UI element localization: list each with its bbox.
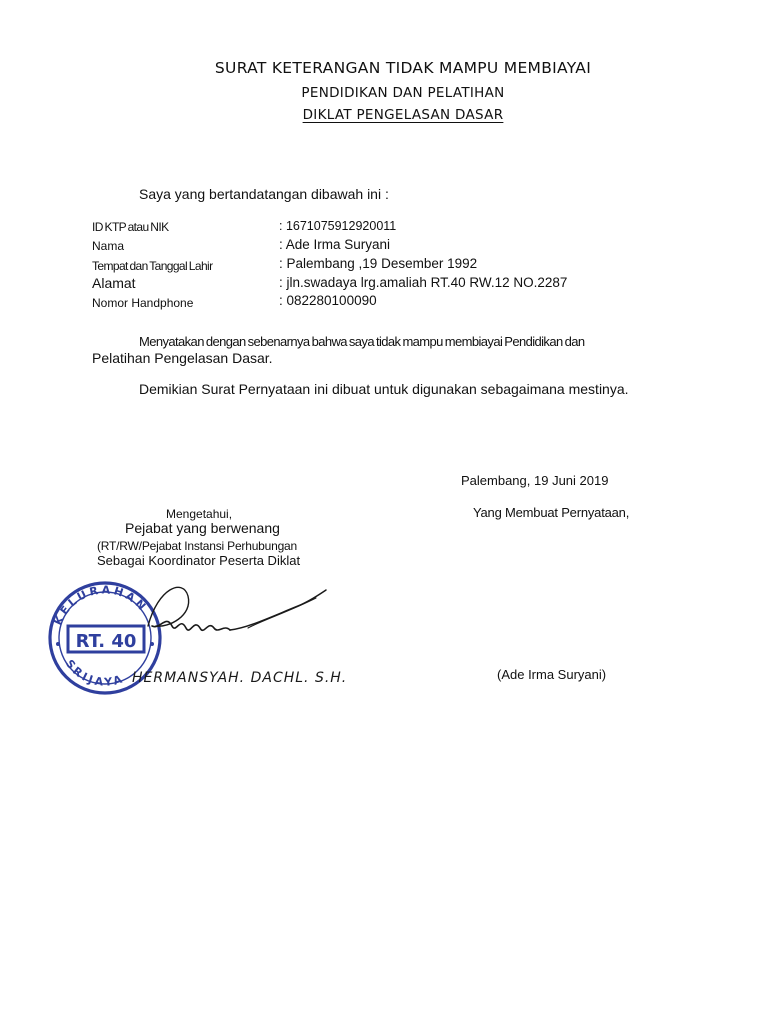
identity-value-nik: : 1671075912920011 — [279, 219, 397, 233]
intro-text: Saya yang bertandatangan dibawah ini : — [139, 186, 389, 202]
closing-text: Demikian Surat Pernyataan ini dibuat untuk digunakan sebagaimana mestinya. — [139, 381, 629, 397]
maker-label: Yang Membuat Pernyataan, — [473, 505, 630, 520]
identity-value-nama: : Ade Irma Suryani — [279, 237, 391, 252]
place-date: Palembang, 19 Juni 2019 — [461, 473, 609, 488]
koordinator-label: Sebagai Koordinator Peserta Diklat — [97, 553, 301, 568]
identity-label-nik: ID KTP atau NIK — [92, 220, 169, 234]
identity-label-hp: Nomor Handphone — [92, 296, 194, 310]
document-title-line3: DIKLAT PENGELASAN DASAR — [302, 107, 504, 123]
pejabat-label: Pejabat yang berwenang — [125, 520, 280, 536]
svg-text:SRIJAYA: SRIJAYA — [62, 657, 127, 689]
statement-line1: Menyatakan dengan sebenarnya bahwa saya tidak mampu membiayai Pendidikan dan — [139, 334, 585, 349]
svg-text:RT. 40: RT. 40 — [75, 631, 137, 652]
maker-name: (Ade Irma Suryani) — [497, 667, 607, 682]
document-title-line1: SURAT KETERANGAN TIDAK MAMPU MEMBIAYAI — [214, 59, 592, 77]
identity-value-hp: : 082280100090 — [279, 293, 377, 308]
stamp-and-signature — [48, 568, 348, 708]
identity-value-alamat: : jln.swadaya lrg.amaliah RT.40 RW.12 NO.2287 — [279, 275, 568, 290]
svg-text:HERMANSYAH. DACHL. S.H.: HERMANSYAH. DACHL. S.H. — [132, 670, 348, 686]
handwritten-signature — [132, 587, 347, 686]
identity-value-ttl: : Palembang ,19 Desember 1992 — [279, 256, 478, 271]
identity-label-ttl: Tempat dan Tanggal Lahir — [92, 259, 213, 273]
statement-line2: Pelatihan Pengelasan Dasar. — [92, 350, 273, 366]
document-title-line2: PENDIDIKAN DAN PELATIHAN — [301, 85, 505, 101]
identity-label-nama: Nama — [92, 239, 125, 253]
mengetahui-label: Mengetahui, — [166, 507, 233, 521]
svg-text:KELURAHAN: KELURAHAN — [51, 583, 151, 628]
instansi-label: (RT/RW/Pejabat Instansi Perhubungan — [97, 539, 298, 553]
identity-label-alamat: Alamat — [92, 275, 136, 291]
